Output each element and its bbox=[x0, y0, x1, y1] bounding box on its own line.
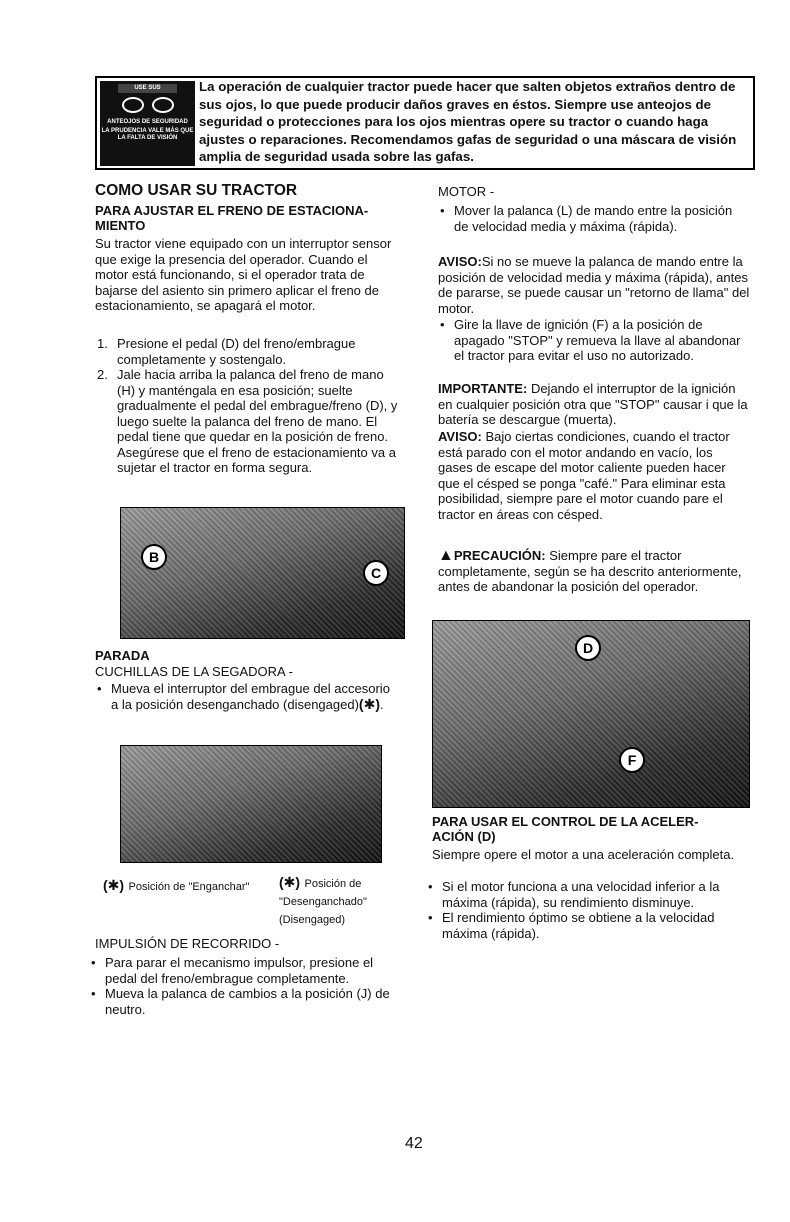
aviso-2: AVISO: Bajo ciertas condiciones, cuando el tractor está parado con el motor andando en vacío, los gases de escape del motor caliente pueden hacer que el césped se ponga "café." Para eliminar esta posibilidad, siempre pare el motor cuando pare el tractor en áreas con césped. bbox=[438, 429, 730, 522]
callout-c: C bbox=[363, 560, 389, 586]
motor-heading: MOTOR - bbox=[438, 184, 495, 199]
brake-intro: Su tractor viene equipado con un interruptor sensor que exige la presencia del operador. Cuando el motor está funcionando, si el operador trata de bajarse del asiento sin primero aplicar el freno de estacionamiento, se apagará el motor. bbox=[95, 236, 392, 313]
brake-heading: PARA AJUSTAR EL FRENO DE ESTACIONA- MIENTO bbox=[95, 203, 369, 233]
throttle-intro: Siempre opere el motor a una aceleración completa. bbox=[432, 847, 735, 862]
safety-warning-banner bbox=[95, 76, 755, 170]
callout-f: F bbox=[619, 747, 645, 773]
throttle-photo bbox=[432, 620, 750, 808]
callout-b: B bbox=[141, 544, 167, 570]
blades-bullets bbox=[95, 681, 395, 712]
aviso-label: AVISO: bbox=[438, 254, 482, 269]
brake-photo bbox=[120, 507, 405, 639]
page-number: 42 bbox=[405, 1135, 423, 1152]
motor-bullet-1 bbox=[438, 203, 748, 234]
drive-heading: IMPULSIÓN DE RECORRIDO - bbox=[95, 936, 280, 951]
brake-steps bbox=[95, 336, 405, 476]
engaged-label: Posición de "Enganchar" bbox=[128, 881, 250, 893]
clutch-switch-photo bbox=[120, 745, 382, 863]
disengage-symbol-icon: (✱) bbox=[358, 695, 380, 712]
warning-text: La operación de cualquier tractor puede hacer que salten objetos extraños dentro de sus ojos, lo que puede producir daños graves en éstos. Siempre use anteojos de seguridad o protecciones para los ojos mientras opere su tractor o cuando haga ajustes o reparaciones. Recomendamos gafas de seguridad o una máscara de visión amplia de seguridad usada sobre las gafas. bbox=[199, 79, 737, 164]
safety-glasses-icon bbox=[100, 81, 195, 166]
list-item: • Gire la llave de ignición (F) a la posición de apagado "STOP" y remueva la llave al abandonar el tractor para evitar el uso no autorizado. bbox=[438, 317, 748, 364]
warning-triangle-icon: ▲ bbox=[438, 547, 454, 564]
aviso-1: AVISO:Si no se mueve la palanca de mando entre la posición de velocidad media y máxima (rápida), antes de pararse, se puede causar un "retorno de llama" del motor. bbox=[438, 254, 750, 316]
throttle-bullets bbox=[426, 879, 744, 941]
precaucion-note: ▲PRECAUCIÓN: Siempre pare el tractor completamente, según se ha descrito anteriormente, antes de abandonar la posición del operador. bbox=[438, 547, 742, 594]
list-item: • Para parar el mecanismo impulsor, presione el pedal del freno/embrague completamente. bbox=[89, 955, 405, 986]
disengaged-caption bbox=[279, 874, 409, 928]
icon-bottom-text: LA PRUDENCIA VALE MÁS QUE LA FALTA DE VISIÓN bbox=[101, 128, 194, 141]
importante-label: IMPORTANTE: bbox=[438, 381, 528, 396]
drive-bullets bbox=[89, 955, 405, 1017]
importante-note: IMPORTANTE: Dejando el interruptor de la ignición en cualquier posición otra que "STOP" causar i que la batería se descargue (muerta). bbox=[438, 381, 748, 427]
list-item: 1. Presione el pedal (D) del freno/embrague completamente y sostengalo. bbox=[97, 336, 356, 367]
list-item: • Mover la palanca (L) de mando entre la posición de velocidad media y máxima (rápida). bbox=[438, 203, 748, 234]
page-title: COMO USAR SU TRACTOR bbox=[95, 182, 298, 199]
list-item: • Mueva el interruptor del embrague del accesorio a la posición desenganchado (disengaged)(✱). bbox=[95, 681, 395, 712]
precaucion-label: PRECAUCIÓN: bbox=[453, 548, 546, 563]
list-item: • Mueva la palanca de cambios a la posición (J) de neutro. bbox=[89, 986, 405, 1017]
icon-mid-text: ANTEOJOS DE SEGURIDAD bbox=[107, 119, 188, 125]
engaged-caption bbox=[103, 877, 253, 895]
list-item: • Si el motor funciona a una velocidad inferior a la máxima (rápida), su rendimiento disminuye. bbox=[426, 879, 744, 910]
icon-top-text: USE SUS bbox=[118, 84, 177, 93]
stop-heading: PARADA bbox=[95, 648, 150, 663]
aviso-label: AVISO: bbox=[438, 429, 482, 444]
callout-d: D bbox=[575, 635, 601, 661]
glasses-icon bbox=[120, 97, 176, 115]
disengage-caption-icon: (✱) bbox=[279, 874, 301, 890]
blades-heading: CUCHILLAS DE LA SEGADORA - bbox=[95, 664, 293, 679]
motor-bullet-2 bbox=[438, 317, 748, 364]
engage-symbol-icon: (✱) bbox=[103, 877, 125, 893]
throttle-heading: PARA USAR EL CONTROL DE LA ACELER- ACIÓN (D) bbox=[432, 814, 699, 844]
disengaged-label: Posición de "Desenganchado" (Disengaged) bbox=[279, 878, 367, 926]
list-item: • El rendimiento óptimo se obtiene a la velocidad máxima (rápida). bbox=[426, 910, 744, 941]
list-item: 2. Jale hacia arriba la palanca del freno de mano (H) y manténgala en esa posición; suelte gradualmente el pedal del embrague/freno (D), y luego suelte la palanca del freno de mano. El pedal tiene que quedar en la posición de freno. Asegúrese que el freno de estacionamiento va a sujetar el tractor en forma segura. bbox=[97, 367, 398, 475]
